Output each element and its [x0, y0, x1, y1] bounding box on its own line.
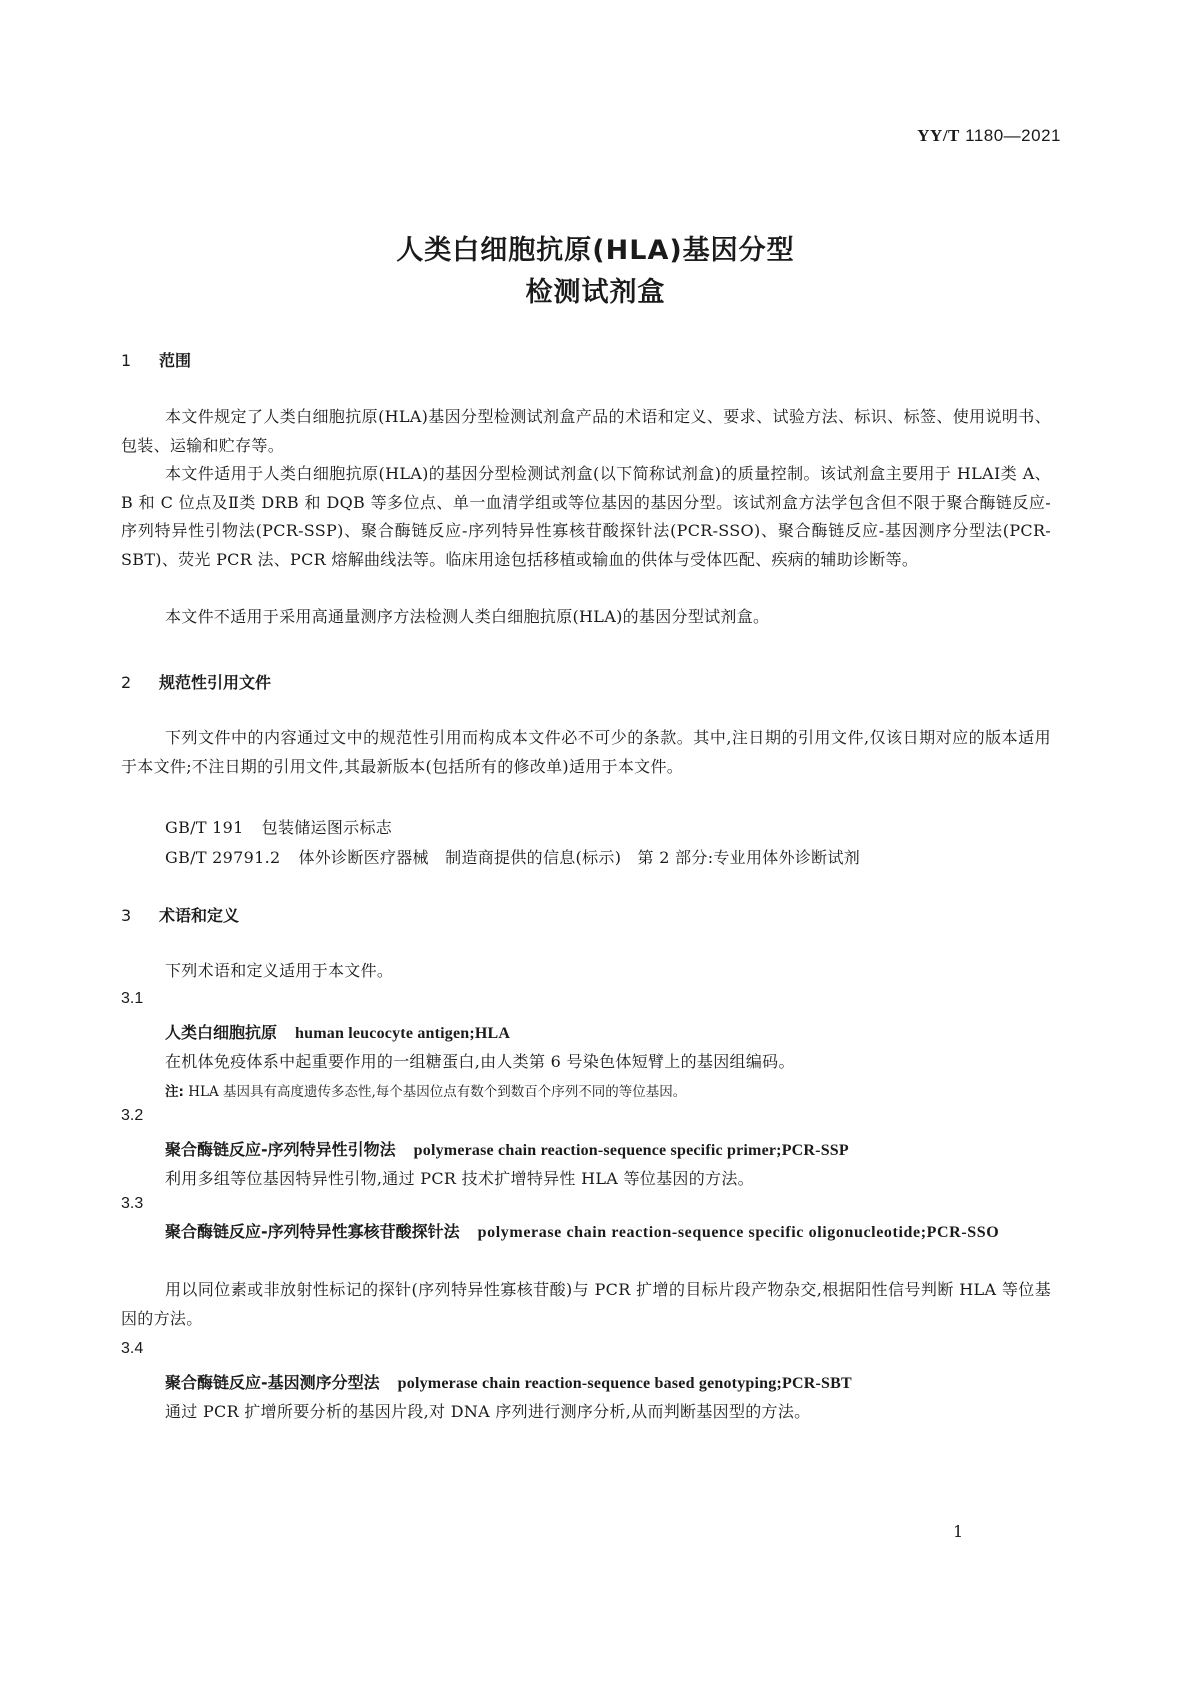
note-text: HLA 基因具有高度遗传多态性,每个基因位点有数个到数百个序列不同的等位基因。: [188, 1084, 687, 1100]
term-heading: [121, 1218, 1051, 1248]
note-label: 注:: [165, 1084, 184, 1100]
paragraph: 下列文件中的内容通过文中的规范性引用而构成本文件必不可少的条款。其中,注日期的引用文件,仅该日期对应的版本适用于本文件;不注日期的引用文件,其最新版本(包括所有的修改单)适用于本文件。: [121, 728, 1051, 776]
reference-title: 包装储运图示标志: [261, 818, 393, 837]
paragraph: 本文件规定了人类白细胞抗原(HLA)基因分型检测试剂盒产品的术语和定义、要求、试验方法、标识、标签、使用说明书、包装、运输和贮存等。: [121, 407, 1051, 455]
term-zh: 聚合酶链反应-基因测序分型法: [165, 1373, 380, 1392]
paragraph: 本文件不适用于采用高通量测序方法检测人类白细胞抗原(HLA)的基因分型试剂盒。: [165, 607, 770, 626]
term-number: 3.4: [121, 1340, 144, 1357]
term-definition: 在机体免疫体系中起重要作用的一组糖蛋白,由人类第 6 号染色体短臂上的基因组编码。: [165, 1052, 795, 1071]
term-zh: 人类白细胞抗原: [165, 1023, 278, 1042]
paragraph: 下列术语和定义适用于本文件。: [165, 961, 394, 980]
section-title: 范围: [159, 351, 192, 370]
term-en: polymerase chain reaction-sequence specific oligonucleotide;PCR-SSO: [477, 1224, 1000, 1241]
reference-item: [165, 815, 392, 838]
term-definition: 利用多组等位基因特异性引物,通过 PCR 技术扩增特异性 HLA 等位基因的方法。: [165, 1169, 754, 1188]
term-zh: 聚合酶链反应-序列特异性引物法: [165, 1140, 396, 1159]
standard-prefix: YY/T: [917, 126, 960, 145]
term-en: polymerase chain reaction-sequence specific primer;PCR-SSP: [413, 1142, 849, 1159]
term-en: polymerase chain reaction-sequence based genotyping;PCR-SBT: [397, 1375, 852, 1392]
section-number: 2: [121, 673, 132, 692]
term-number: 3.2: [121, 1107, 144, 1124]
page-number: 1: [953, 1522, 964, 1541]
section-number: 3: [121, 906, 132, 925]
term-number: 3.3: [121, 1195, 144, 1212]
term-note: [165, 1080, 686, 1100]
section-title: 规范性引用文件: [159, 673, 272, 692]
section-heading-1: [121, 348, 191, 371]
term-number: 3.1: [121, 990, 144, 1007]
reference-code: GB/T 191: [165, 818, 244, 837]
standard-number: [917, 126, 1061, 146]
standard-code: 1180—2021: [965, 126, 1061, 145]
section-title: 术语和定义: [159, 906, 240, 925]
section-heading-3: [121, 903, 239, 926]
document-title-line2: 检测试剂盒: [525, 277, 666, 308]
paragraph: 本文件适用于人类白细胞抗原(HLA)的基因分型检测试剂盒(以下简称试剂盒)的质量控制。该试剂盒主要用于 HLAⅠ类 A、B 和 C 位点及Ⅱ类 DRB 和 DQB 等多位点、单一血清学组或等位基因的基因分型。该试剂盒方法学包含但不限于聚合酶链反应-序列特异性引物法(PCR-SSP)、聚合酶链反应-序列特异性寡核苷酸探针法(PCR-SSO)、聚合酶链反应-基因测序分型法(PCR-SBT)、荧光 PCR 法、PCR 熔解曲线法等。临床用途包括移植或输血的供体与受体匹配、疾病的辅助诊断等。: [121, 464, 1051, 569]
term-zh: 聚合酶链反应-序列特异性寡核苷酸探针法: [165, 1222, 460, 1241]
term-definition: 用以同位素或非放射性标记的探针(序列特异性寡核苷酸)与 PCR 扩增的目标片段产物杂交,根据阳性信号判断 HLA 等位基因的方法。: [121, 1280, 1051, 1328]
reference-item: [165, 845, 860, 868]
reference-code: GB/T 29791.2: [165, 848, 281, 867]
term-definition: 通过 PCR 扩增所要分析的基因片段,对 DNA 序列进行测序分析,从而判断基因型的方法。: [165, 1402, 811, 1421]
section-heading-2: [121, 670, 271, 693]
section-number: 1: [121, 351, 132, 370]
term-en: human leucocyte antigen;HLA: [295, 1025, 511, 1042]
document-title-line1: 人类白细胞抗原(HLA)基因分型: [396, 235, 795, 266]
term-heading: [165, 1370, 852, 1393]
reference-title: 体外诊断医疗器械 制造商提供的信息(标示) 第 2 部分:专业用体外诊断试剂: [298, 848, 861, 867]
term-heading: [165, 1020, 510, 1043]
term-heading: [165, 1137, 849, 1160]
